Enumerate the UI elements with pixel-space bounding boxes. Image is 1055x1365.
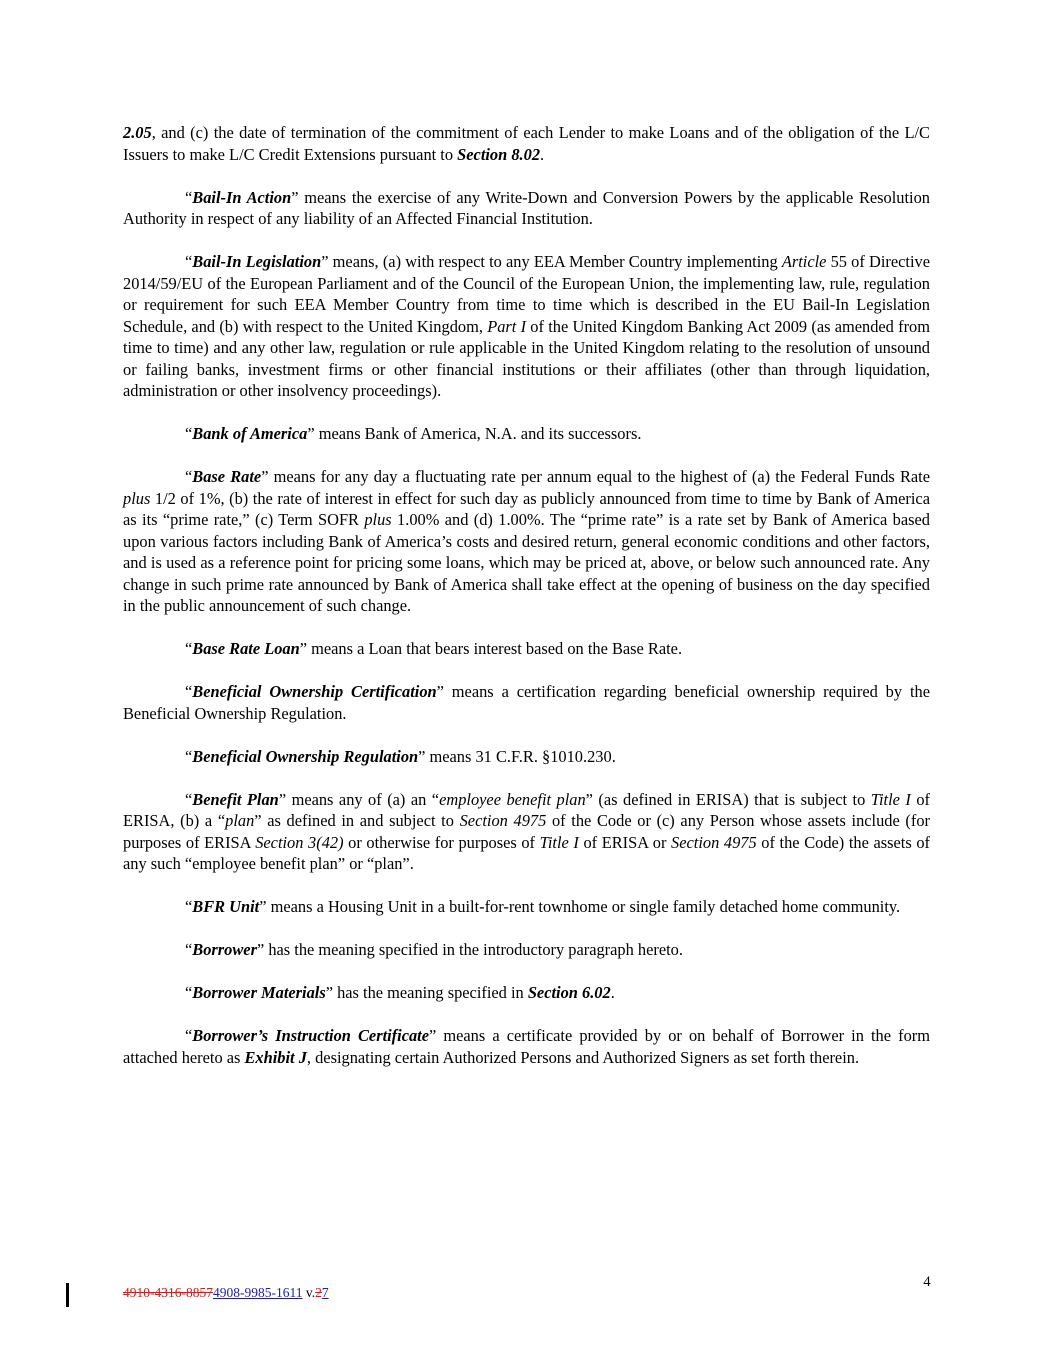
text-run: ” means Bank of America, N.A. and its successors. — [307, 424, 642, 443]
text-run: ” means a certificate provided by or on behalf of Borrower in the form attached hereto as — [123, 1026, 930, 1067]
text-run: “ — [185, 789, 193, 809]
text-run: 1/2 of 1%, (b) the rate of interest in effect for such day as publicly announced from time to time by Bank of America as its “prime rate,” (c) Term SOFR — [123, 488, 930, 529]
text-run: of ERISA or — [578, 832, 672, 852]
text-run: Bail-In Action — [192, 187, 292, 207]
text-run: ” means 31 C.F.R. §1010.230. — [418, 746, 616, 766]
text-run: ” means, (a) with respect to any EEA Member Country implementing — [321, 252, 782, 271]
text-run: Base Rate Loan — [192, 639, 300, 658]
text-run: Section 6.02 — [527, 983, 611, 1002]
definition-paragraph — [123, 1025, 930, 1068]
text-run: 4910-4316-8857 — [123, 1285, 213, 1300]
text-run: 55 of Directive 2014/59/EU of the European Parliament and of the Council of the European Union, the implementing law, rule, regulation or requirement for such EEA Member Country from time to time which is described in the EU Bail-In Legislation Schedule, and (b) with respect to the United Kingdom, — [123, 252, 930, 336]
document-id-footer — [123, 1284, 329, 1301]
definition-paragraph — [123, 251, 930, 402]
text-run: employee benefit plan — [439, 789, 586, 809]
text-run: 1.00% and (d) 1.00%. The “prime rate” is a rate set by Bank of America based upon various factors including Bank of America’s costs and desired return, general economic conditions and other factors, and is used as a reference point for pricing some loans, which may be priced at, above, or below such announced rate. Any change in such prime rate announced by Bank of America shall take effect at the opening of business on the day specified in the public announcement of such change. — [123, 510, 930, 615]
text-run: 2 — [315, 1285, 322, 1300]
text-run: “ — [185, 746, 193, 766]
text-run: plan — [225, 811, 255, 830]
text-run: “ — [185, 639, 193, 658]
text-run: . — [540, 144, 545, 164]
text-run: of ERISA, (b) a “ — [123, 789, 930, 830]
text-run: Bank of America — [192, 424, 308, 443]
text-run: plus — [364, 510, 392, 529]
text-run: , designating certain Authorized Persons and Authorized Signers as set forth therein. — [306, 1047, 860, 1067]
definition-paragraph — [123, 982, 930, 1004]
definition-paragraph — [123, 746, 930, 768]
text-run: “ — [185, 897, 193, 916]
text-run: ” means for any day a fluctuating rate per annum equal to the highest of (a) the Federal Funds Rate — [261, 467, 930, 486]
text-run: “ — [185, 940, 193, 959]
definition-paragraph — [123, 638, 930, 660]
text-run: ” means a Housing Unit in a built-for-rent townhome or single family detached home community. — [259, 897, 901, 916]
revision-change-bar — [66, 1283, 69, 1307]
text-run: of the United Kingdom Banking Act 2009 (as amended from time to time) and any other law, regulation or rule applicable in the United Kingdom relating to the resolution of unsound or failing banks, investment firms or other financial institutions or their affiliates (other than through liquidation, administration or other insolvency proceedings). — [123, 316, 930, 400]
text-run: ” means the exercise of any Write-Down and Conversion Powers by the applicable Resolution Authority in respect of any liability of an Affected Financial Institution. — [123, 187, 930, 228]
text-run: , and (c) the date of termination of the commitment of each Lender to make Loans and of the obligation of the L/C Issuers to make L/C Credit Extensions pursuant to — [123, 123, 930, 164]
definition-paragraph — [123, 187, 930, 230]
text-run: Benefit Plan — [192, 789, 279, 809]
document-body — [123, 122, 930, 1068]
text-run: Exhibit J — [244, 1047, 307, 1067]
text-run: ” has the meaning specified in — [325, 983, 528, 1002]
text-run: Borrower — [192, 940, 257, 959]
text-run: 2.05 — [123, 123, 152, 142]
text-run: 7 — [321, 1285, 329, 1300]
definition-paragraph — [123, 681, 930, 724]
text-run: . — [610, 983, 615, 1002]
text-run: ” means a certification regarding beneficial ownership required by the Beneficial Ownership Regulation. — [123, 682, 930, 723]
text-run: Borrower Materials — [192, 983, 326, 1002]
text-run: Section 3(42) — [255, 832, 344, 852]
text-run: “ — [185, 1026, 193, 1045]
text-run: BFR Unit — [192, 897, 260, 916]
definition-paragraph — [123, 423, 930, 445]
text-run: “ — [185, 424, 193, 443]
text-run: “ — [185, 467, 193, 486]
text-run: Title I — [539, 832, 579, 852]
text-run: Section 4975 — [459, 811, 547, 830]
text-run: Beneficial Ownership Certification — [192, 682, 437, 701]
page-number: 4 — [923, 1274, 931, 1290]
text-run: Base Rate — [192, 467, 262, 486]
text-run: of the Code or (c) any Person whose assets include (for purposes of ERISA — [123, 811, 930, 852]
text-run: “ — [185, 252, 193, 271]
text-run: Section 8.02 — [457, 144, 541, 164]
text-run: Beneficial Ownership Regulation — [192, 746, 419, 766]
text-run: “ — [185, 187, 193, 207]
definition-paragraph — [123, 789, 930, 875]
text-run: 4908-9985-1611 — [213, 1285, 303, 1300]
text-run: Borrower’s Instruction Certificate — [192, 1026, 429, 1045]
text-run: Section 4975 — [671, 832, 757, 852]
definition-paragraph — [123, 122, 930, 165]
text-run: ” has the meaning specified in the introductory paragraph hereto. — [256, 940, 683, 959]
definition-paragraph — [123, 466, 930, 617]
text-run: ” means a Loan that bears interest based on the Base Rate. — [299, 639, 683, 658]
text-run: Title I — [870, 789, 911, 809]
text-run: ” as defined in and subject to — [254, 811, 460, 830]
definition-paragraph — [123, 896, 930, 918]
text-run: Bail-In Legislation — [192, 252, 322, 271]
text-run: v. — [302, 1285, 316, 1300]
text-run: plus — [123, 488, 151, 508]
text-run: ” (as defined in ERISA) that is subject to — [585, 789, 871, 809]
text-run: ” means any of (a) an “ — [278, 789, 440, 809]
text-run: of the Code) the assets of any such “employee benefit plan” or “plan”. — [123, 832, 930, 873]
text-run: “ — [185, 983, 193, 1002]
text-run: “ — [185, 682, 193, 701]
text-run: Part I — [487, 316, 527, 336]
text-run: Article — [781, 252, 827, 271]
definition-paragraph — [123, 939, 930, 961]
text-run: or otherwise for purposes of — [343, 832, 540, 852]
